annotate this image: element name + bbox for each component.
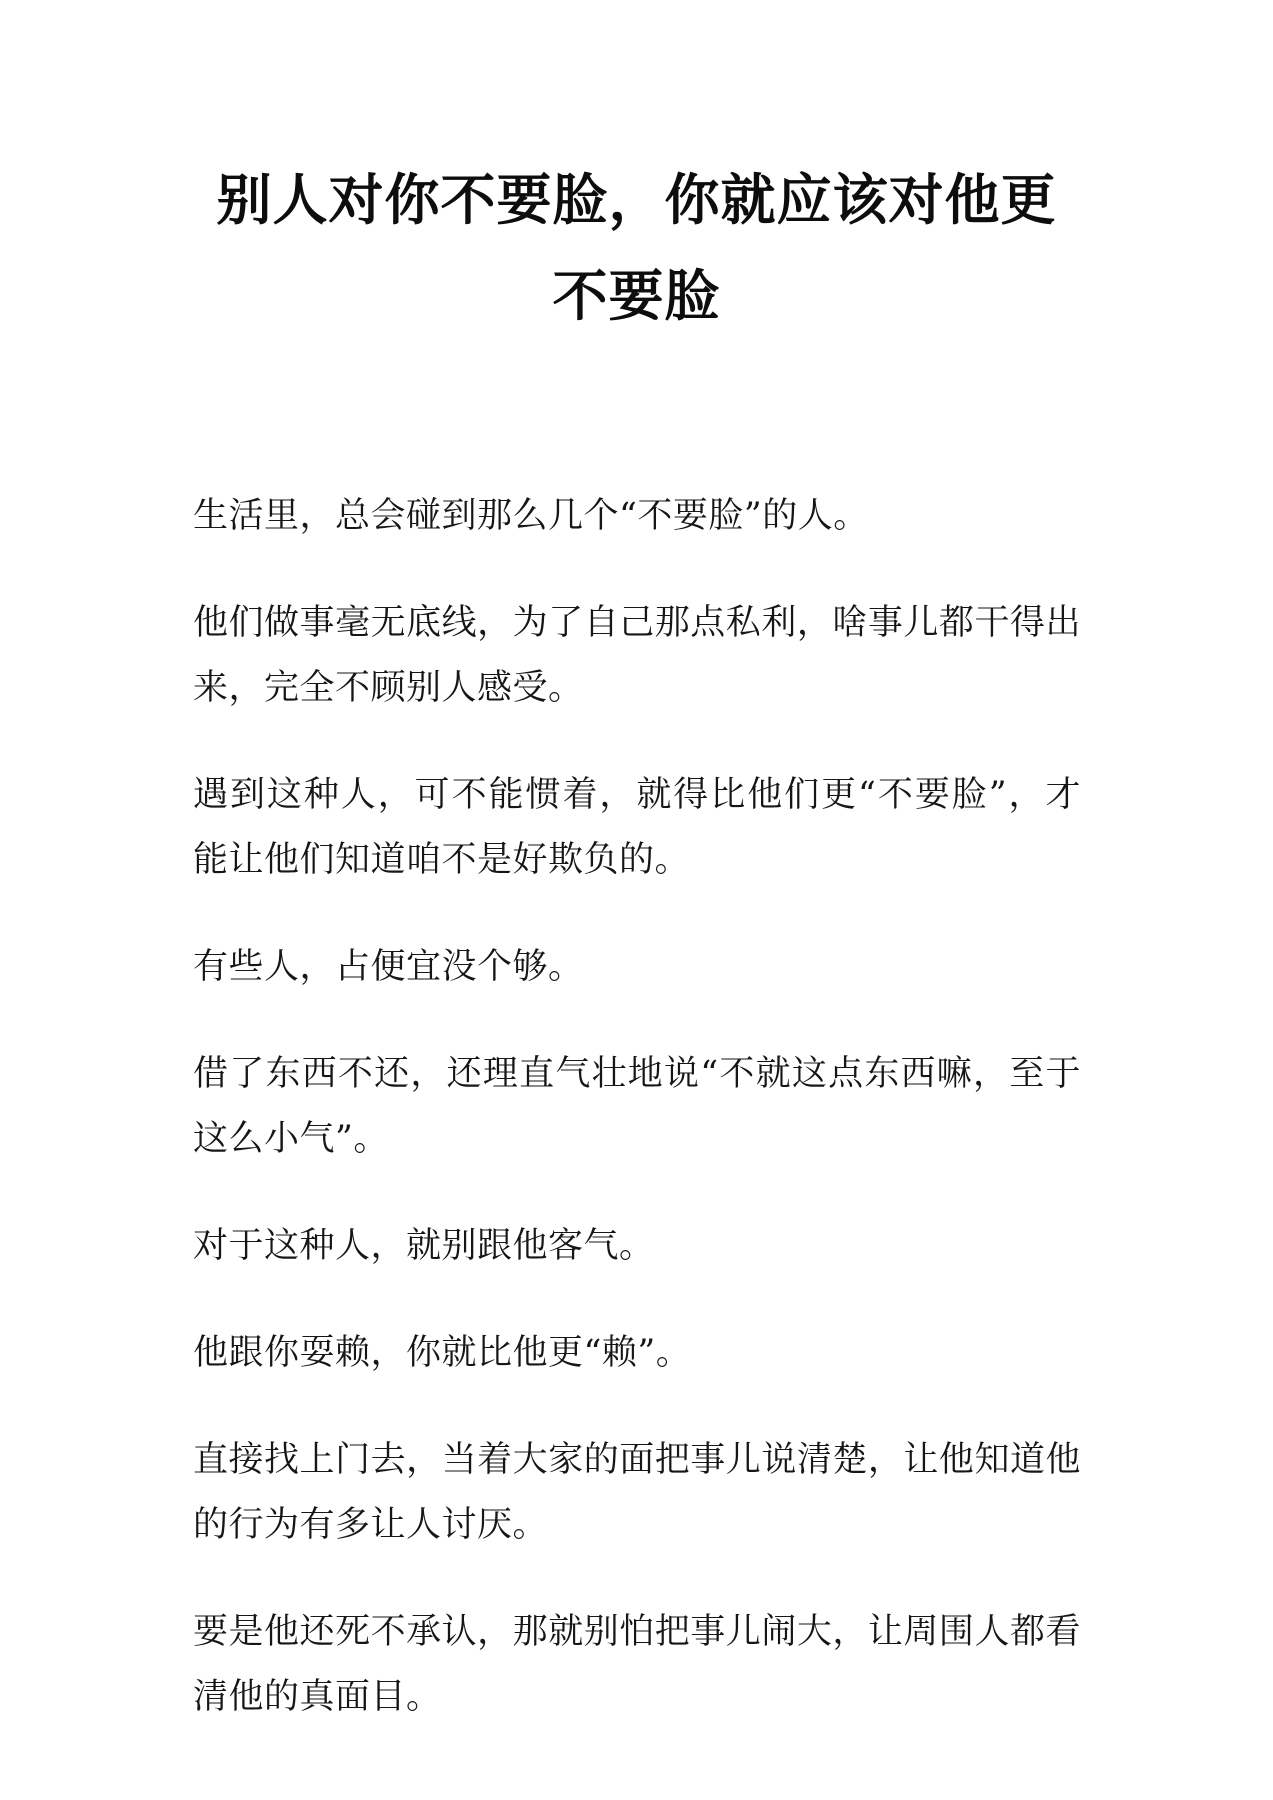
paragraph: 借了东西不还，还理直气壮地说“不就这点东西嘛，至于这么小气”。 [193, 1054, 1081, 1159]
paragraph: 要是他还死不承认，那就别怕把事儿闹大，让周围人都看清他的真面目。 [193, 1612, 1081, 1717]
paragraph: 对于这种人，就别跟他客气。 [193, 1226, 655, 1266]
paragraph: 他们做事毫无底线，为了自己那点私利，啥事儿都干得出来，完全不顾别人感受。 [193, 603, 1081, 708]
paragraph: 有些人，占便宜没个够。 [193, 947, 584, 987]
paragraph: 直接找上门去，当着大家的面把事儿说清楚，让他知道他的行为有多让人讨厌。 [193, 1440, 1081, 1545]
article-title: 别人对你不要脸，你就应该对他更不要脸 [216, 167, 1057, 328]
paragraph: 他跟你耍赖，你就比他更“赖”。 [193, 1333, 692, 1373]
article-body [193, 484, 1081, 1772]
paragraph: 遇到这种人，可不能惯着，就得比他们更“不要脸”，才能让他们知道咱不是好欺负的。 [193, 775, 1081, 880]
paragraph: 生活里，总会碰到那么几个“不要脸”的人。 [193, 496, 869, 536]
